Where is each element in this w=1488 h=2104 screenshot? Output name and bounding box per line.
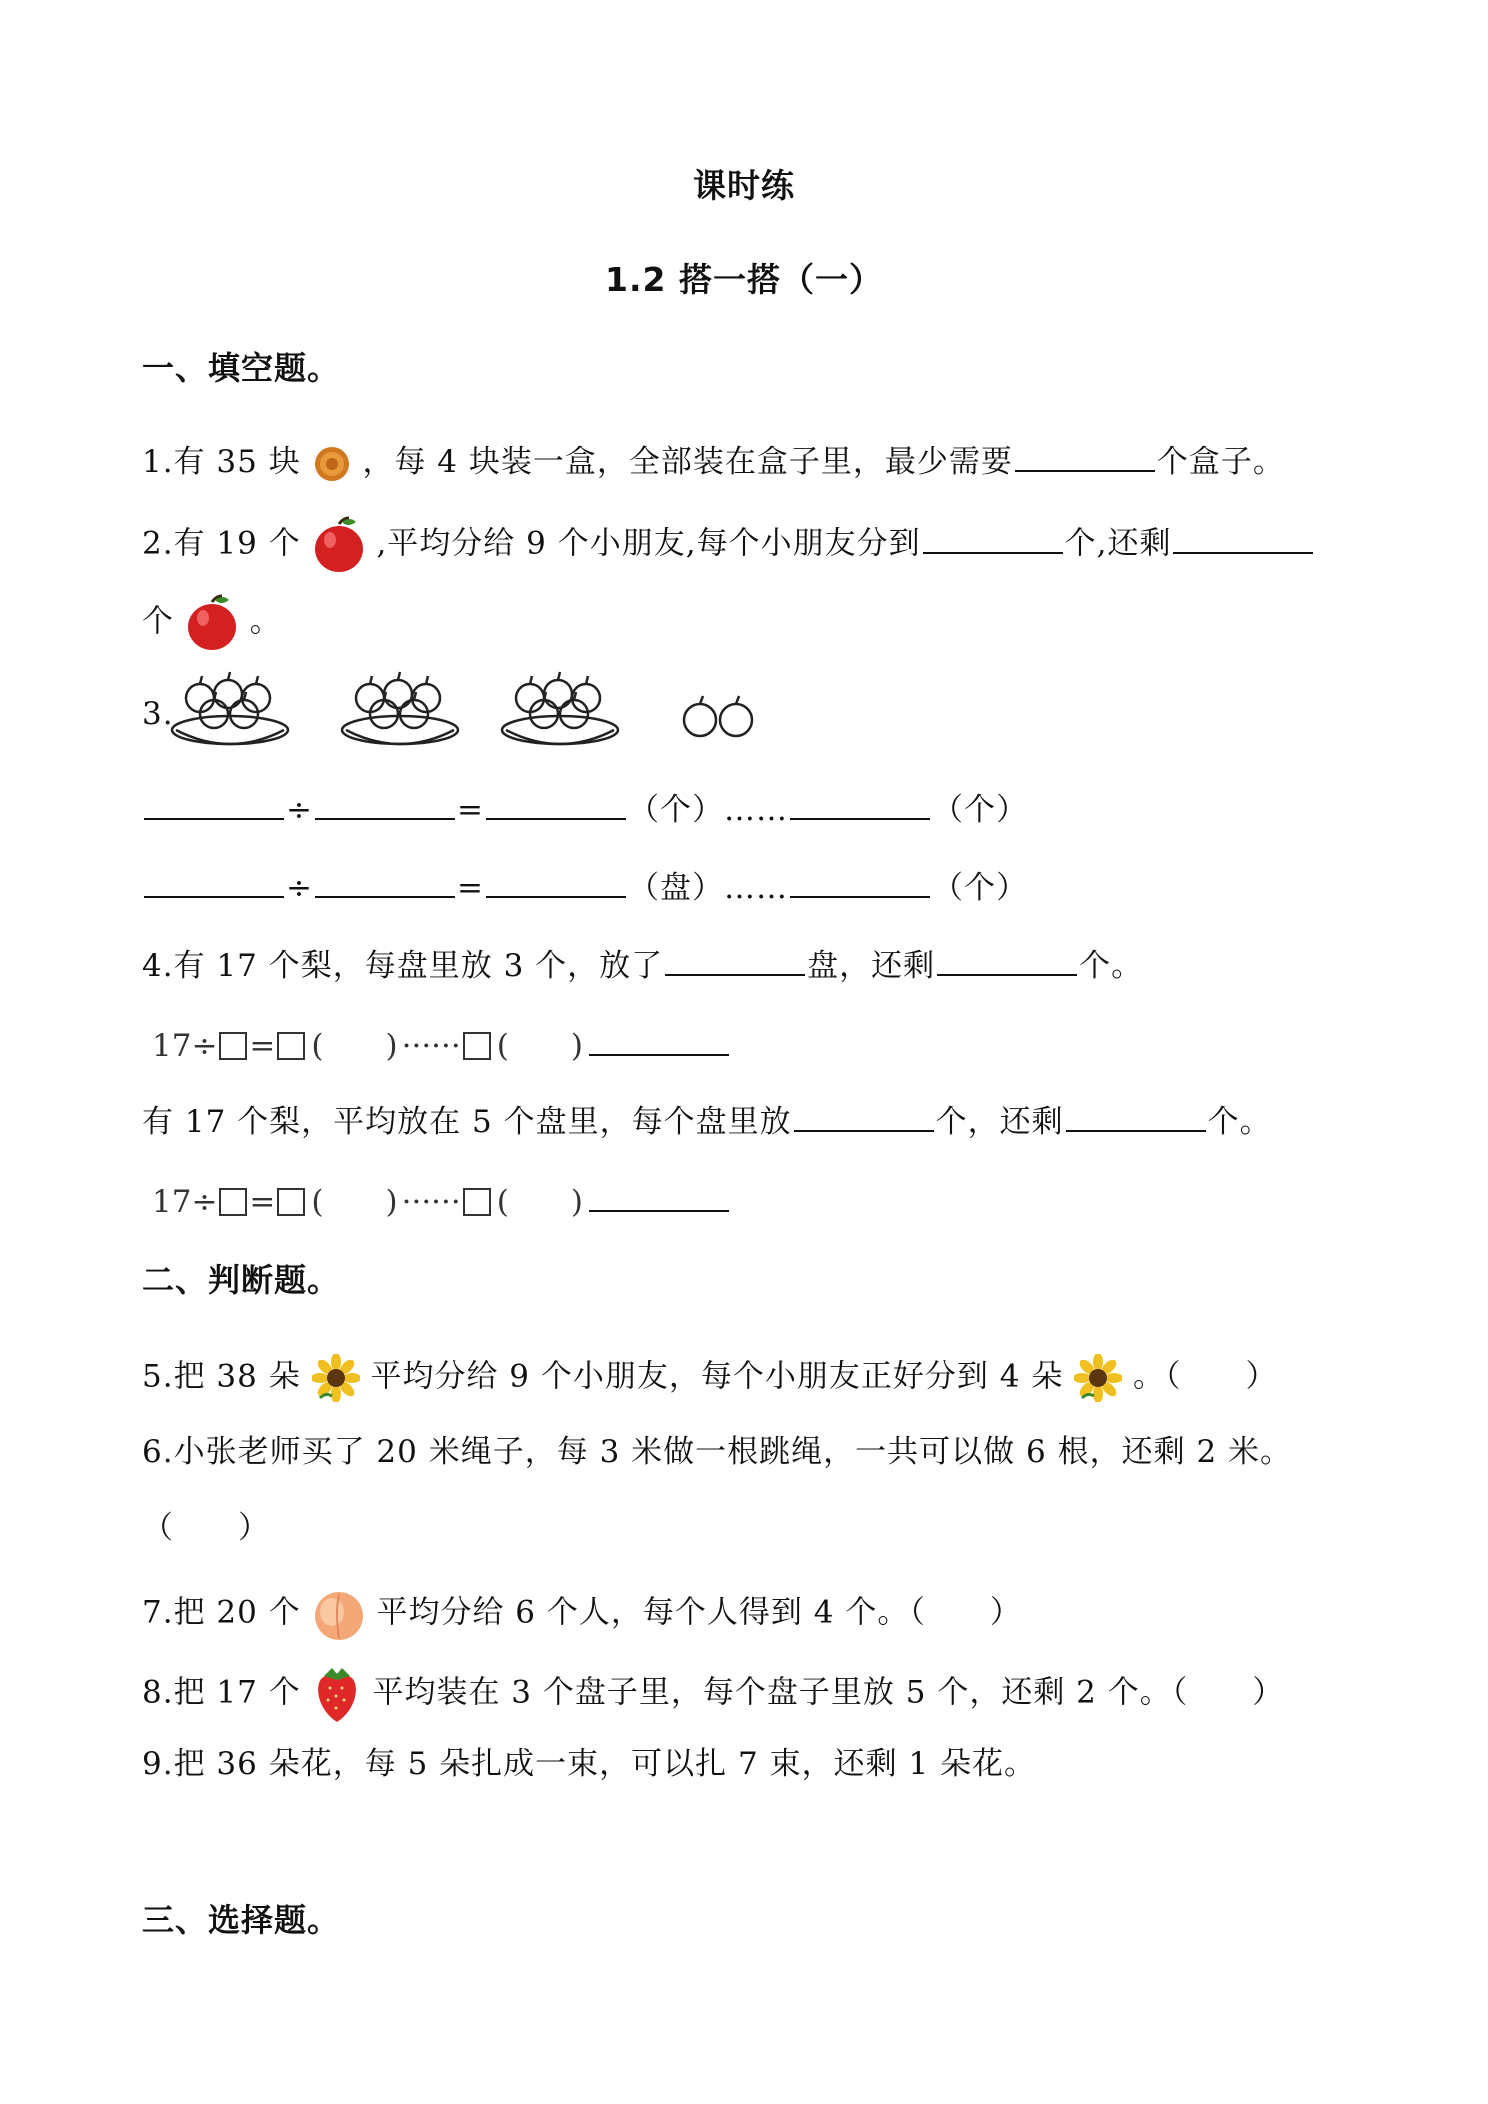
answer-blank[interactable] [315,788,455,820]
apple-icon [185,594,239,652]
mooncake-icon [312,444,352,484]
answer-blank[interactable] [1015,440,1155,472]
answer-blank[interactable] [1173,522,1313,554]
answer-blank[interactable] [486,788,626,820]
section-fill-heading: 一、填空题。 [142,349,341,387]
question-2-continued: 个 。 [142,594,282,652]
answer-box[interactable] [277,1032,305,1060]
answer-blank[interactable] [665,944,805,976]
peach-icon [312,1586,366,1642]
answer-box[interactable] [463,1188,491,1216]
sunflower-icon [312,1354,360,1402]
answer-blank[interactable] [589,1024,729,1056]
apple-plate-icon [170,668,810,758]
answer-blank[interactable] [937,944,1077,976]
answer-blank[interactable] [1066,1100,1206,1132]
question-3-equation-2: ÷ = （盘）…… （个） [142,866,1028,908]
section-judge-heading: 二、判断题。 [142,1261,341,1299]
question-4-formula-1: 17÷ = ( ) ······ ( ) [152,1024,731,1066]
answer-blank[interactable] [794,1100,934,1132]
answer-box[interactable] [219,1032,247,1060]
apple-icon [312,516,366,574]
strawberry-icon [312,1664,362,1724]
question-5: 5.把 38 朵 平均分给 9 个小朋友，每个小朋友正好分到 4 朵 。（ ） [142,1354,1278,1402]
sunflower-icon [1074,1354,1122,1402]
question-3-number: 3. [142,696,174,732]
unit-paren[interactable]: ( ) [311,1028,398,1064]
question-2: 2.有 19 个 ,平均分给 9 个小朋友,每个小朋友分到 个,还剩 [142,516,1315,574]
question-1: 1.有 35 块 ，每 4 块装一盒，全部装在盒子里，最少需要 个盒子。 [142,440,1285,484]
answer-blank[interactable] [144,788,284,820]
answer-box[interactable] [463,1032,491,1060]
question-6: 6.小张老师买了 20 米绳子，每 3 米做一根跳绳，一共可以做 6 根，还剩 2 米。 [142,1434,1293,1470]
answer-blank[interactable] [486,866,626,898]
answer-blank[interactable] [790,866,930,898]
question-4-formula-2: 17÷ = ( ) ······ ( ) [152,1180,731,1222]
answer-blank[interactable] [790,788,930,820]
question-6-answer-paren[interactable]: （ ） [142,1510,270,1546]
page-subtitle: 1.2 搭一搭（一） [605,260,883,299]
unit-paren[interactable]: ( ) [496,1184,583,1220]
question-9: 9.把 36 朵花，每 5 朵扎成一束，可以扎 7 束，还剩 1 朵花。 [142,1746,1037,1782]
answer-box[interactable] [277,1188,305,1216]
page-title: 课时练 [693,166,795,205]
unit-paren[interactable]: ( ) [311,1184,398,1220]
question-4-part-2: 有 17 个梨，平均放在 5 个盘里，每个盘里放 个，还剩 个。 [142,1100,1272,1142]
question-4: 4.有 17 个梨，每盘里放 3 个，放了 盘，还剩 个。 [142,944,1143,986]
question-7: 7.把 20 个 平均分给 6 个人，每个人得到 4 个。（ ） [142,1586,1022,1642]
question-8: 8.把 17 个 平均装在 3 个盘子里，每个盘子里放 5 个，还剩 2 个。（ ） [142,1664,1284,1724]
question-3-equation-1: ÷ = （个）…… （个） [142,788,1028,830]
answer-blank[interactable] [589,1180,729,1212]
unit-paren[interactable]: ( ) [496,1028,583,1064]
answer-blank[interactable] [315,866,455,898]
answer-blank[interactable] [923,522,1063,554]
section-choice-heading: 三、选择题。 [142,1901,341,1939]
answer-box[interactable] [219,1188,247,1216]
answer-blank[interactable] [144,866,284,898]
